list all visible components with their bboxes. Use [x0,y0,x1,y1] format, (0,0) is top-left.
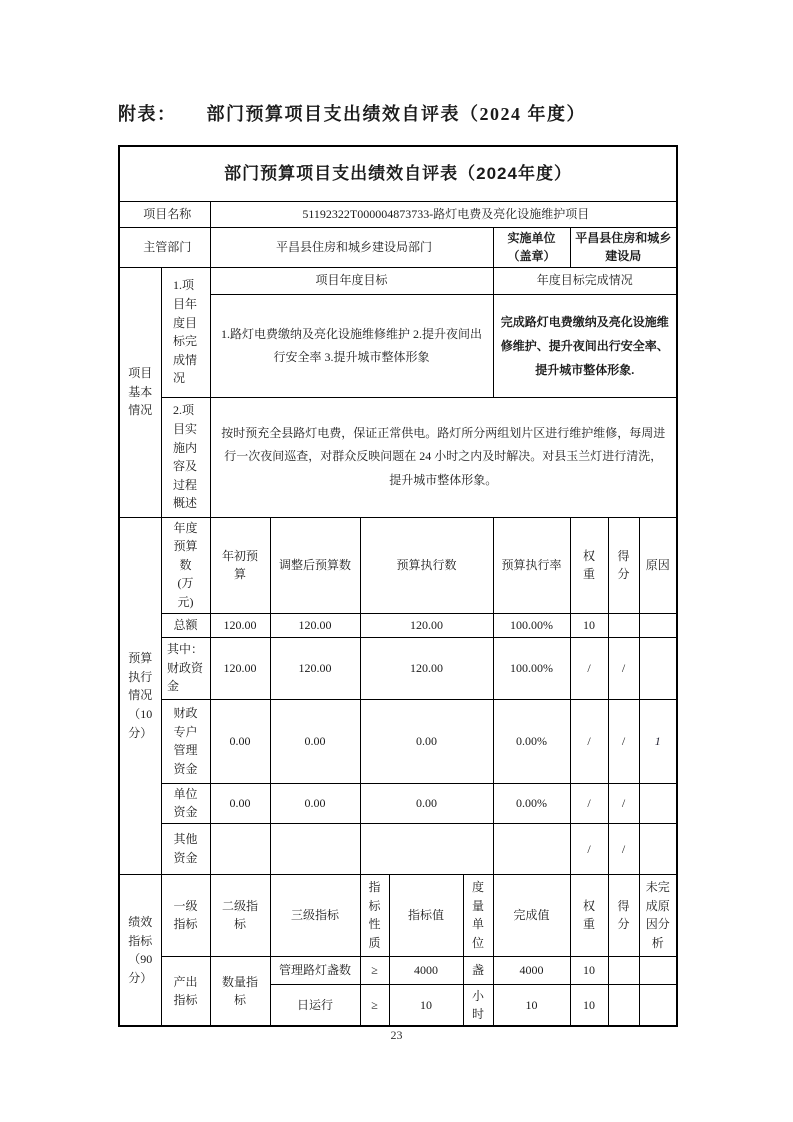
budget-cell-weight: / [570,783,608,823]
goal-completion-text: 完成路灯电费缴纳及亮化设施维修维护、提升夜间出行安全率、提升城市整体形象. [493,294,677,397]
perf-cell-reason [639,956,677,984]
budget-cell-initial: 0.00 [210,783,270,823]
perf-cell-nature: ≥ [360,956,389,984]
budget-cell-adjusted [270,823,360,874]
budget-row-name: 财政专户管理资金 [161,699,210,783]
budget-cell-rate [493,823,570,874]
budget-cell-weight: / [570,823,608,874]
table-row [119,227,677,267]
table-title: 部门预算项目支出绩效自评表（2024年度） [119,146,677,201]
perf-col-header-weight: 权重 [570,874,608,956]
table-row [119,613,677,637]
table-row [119,146,677,201]
budget-cell-reason: 1 [639,699,677,783]
table-row [119,397,677,517]
perf-col-header-unit: 度量单位 [463,874,493,956]
budget-row-name: 单位资金 [161,783,210,823]
table-row [119,201,677,227]
budget-cell-score: / [608,783,639,823]
annual-goal-text: 1.路灯电费缴纳及亮化设施维修维护 2.提升夜间出行安全率 3.提升城市整体形象 [210,294,493,397]
budget-row-name: 其他资金 [161,823,210,874]
table-row [119,956,677,984]
budget-cell-initial [210,823,270,874]
budget-cell-executed: 0.00 [360,783,493,823]
budget-section-label: 预算执行情况（10分） [119,517,161,874]
page-number: 23 [390,1028,403,1042]
budget-cell-executed [360,823,493,874]
perf-cell-nature: ≥ [360,984,389,1026]
perf-level1-value: 产出指标 [161,956,210,1026]
perf-cell-reason [639,984,677,1026]
budget-col-header-initial: 年初预算 [210,517,270,613]
budget-cell-score [608,613,639,637]
budget-cell-rate: 0.00% [493,783,570,823]
table-row [119,783,677,823]
budget-col-header-rate: 预算执行率 [493,517,570,613]
perf-col-header-level1: 一级指标 [161,874,210,956]
budget-cell-reason [639,637,677,699]
basic-row2-label: 2.项目实施内容及过程概述 [161,397,210,517]
budget-cell-score: / [608,823,639,874]
budget-col-header-executed: 预算执行数 [360,517,493,613]
perf-cell-actual: 10 [493,984,570,1026]
project-name-value: 51192322T000004873733-路灯电费及亮化设施维护项目 [210,201,677,227]
perf-cell-weight: 10 [570,956,608,984]
budget-cell-executed: 0.00 [360,699,493,783]
budget-cell-adjusted: 120.00 [270,637,360,699]
budget-cell-reason [639,823,677,874]
budget-col-header-reason: 原因 [639,517,677,613]
dept-label: 主管部门 [119,227,210,267]
budget-col-header-weight: 权重 [570,517,608,613]
document-heading [118,100,586,126]
perf-cell-target: 4000 [389,956,463,984]
perf-col-header-score: 得分 [608,874,639,956]
perf-col-header-target: 指标值 [389,874,463,956]
performance-section-label: 绩效指标（90分） [119,874,161,1026]
budget-cell-score: / [608,699,639,783]
heading-title: 部门预算项目支出绩效自评表（2024 年度） [206,104,586,124]
perf-level2-value: 数量指标 [210,956,270,1026]
perf-cell-unit: 小时 [463,984,493,1026]
basic-section-label: 项目基本情况 [119,267,161,517]
perf-cell-indicator: 管理路灯盏数 [270,956,360,984]
perf-col-header-nature: 指标性质 [360,874,389,956]
impl-unit-value: 平昌县住房和城乡建设局 [570,227,677,267]
budget-cell-initial: 120.00 [210,637,270,699]
perf-cell-target: 10 [389,984,463,1026]
budget-row-name: 其中：财政资金 [161,637,210,699]
budget-cell-adjusted: 0.00 [270,699,360,783]
budget-cell-score: / [608,637,639,699]
table-row [119,517,677,613]
budget-cell-adjusted: 120.00 [270,613,360,637]
budget-cell-weight: / [570,637,608,699]
budget-cell-reason [639,783,677,823]
dept-value: 平昌县住房和城乡建设局部门 [210,227,493,267]
perf-cell-weight: 10 [570,984,608,1026]
budget-cell-executed: 120.00 [360,613,493,637]
table-row [119,637,677,699]
self-evaluation-table [118,145,678,1027]
heading-prefix: 附表： [118,104,177,124]
implementation-overview-text: 按时预充全县路灯电费，保证正常供电。路灯所分两组划片区进行维护维修，每周进行一次夜间巡查，对群众反映问题在 24 小时之内及时解决。对县玉兰灯进行清洗，提升城市整体形象。 [210,397,677,517]
basic-row1-label: 1.项目年度目标完成情况 [161,267,210,397]
impl-unit-label: 实施单位（盖章） [493,227,570,267]
perf-cell-score [608,956,639,984]
perf-cell-unit: 盏 [463,956,493,984]
perf-col-header-actual: 完成值 [493,874,570,956]
table-row [119,267,677,294]
budget-cell-weight: / [570,699,608,783]
budget-cell-rate: 0.00% [493,699,570,783]
budget-cell-rate: 100.00% [493,637,570,699]
perf-cell-score [608,984,639,1026]
budget-row-name: 总额 [161,613,210,637]
table-row [119,823,677,874]
budget-col-header-adjusted: 调整后预算数 [270,517,360,613]
budget-col-header-annual: 年度预算数(万元) [161,517,210,613]
project-name-label: 项目名称 [119,201,210,227]
table-row [119,699,677,783]
goal-completion-header: 年度目标完成情况 [493,267,677,294]
table-row [119,874,677,956]
budget-cell-reason [639,613,677,637]
budget-cell-initial: 0.00 [210,699,270,783]
perf-cell-indicator: 日运行 [270,984,360,1026]
budget-cell-adjusted: 0.00 [270,783,360,823]
perf-col-header-level2: 二级指标 [210,874,270,956]
budget-cell-initial: 120.00 [210,613,270,637]
budget-cell-rate: 100.00% [493,613,570,637]
perf-cell-actual: 4000 [493,956,570,984]
perf-col-header-reason: 未完成原因分析 [639,874,677,956]
budget-cell-executed: 120.00 [360,637,493,699]
budget-cell-weight: 10 [570,613,608,637]
annual-goal-header: 项目年度目标 [210,267,493,294]
budget-col-header-score: 得分 [608,517,639,613]
perf-col-header-level3: 三级指标 [270,874,360,956]
